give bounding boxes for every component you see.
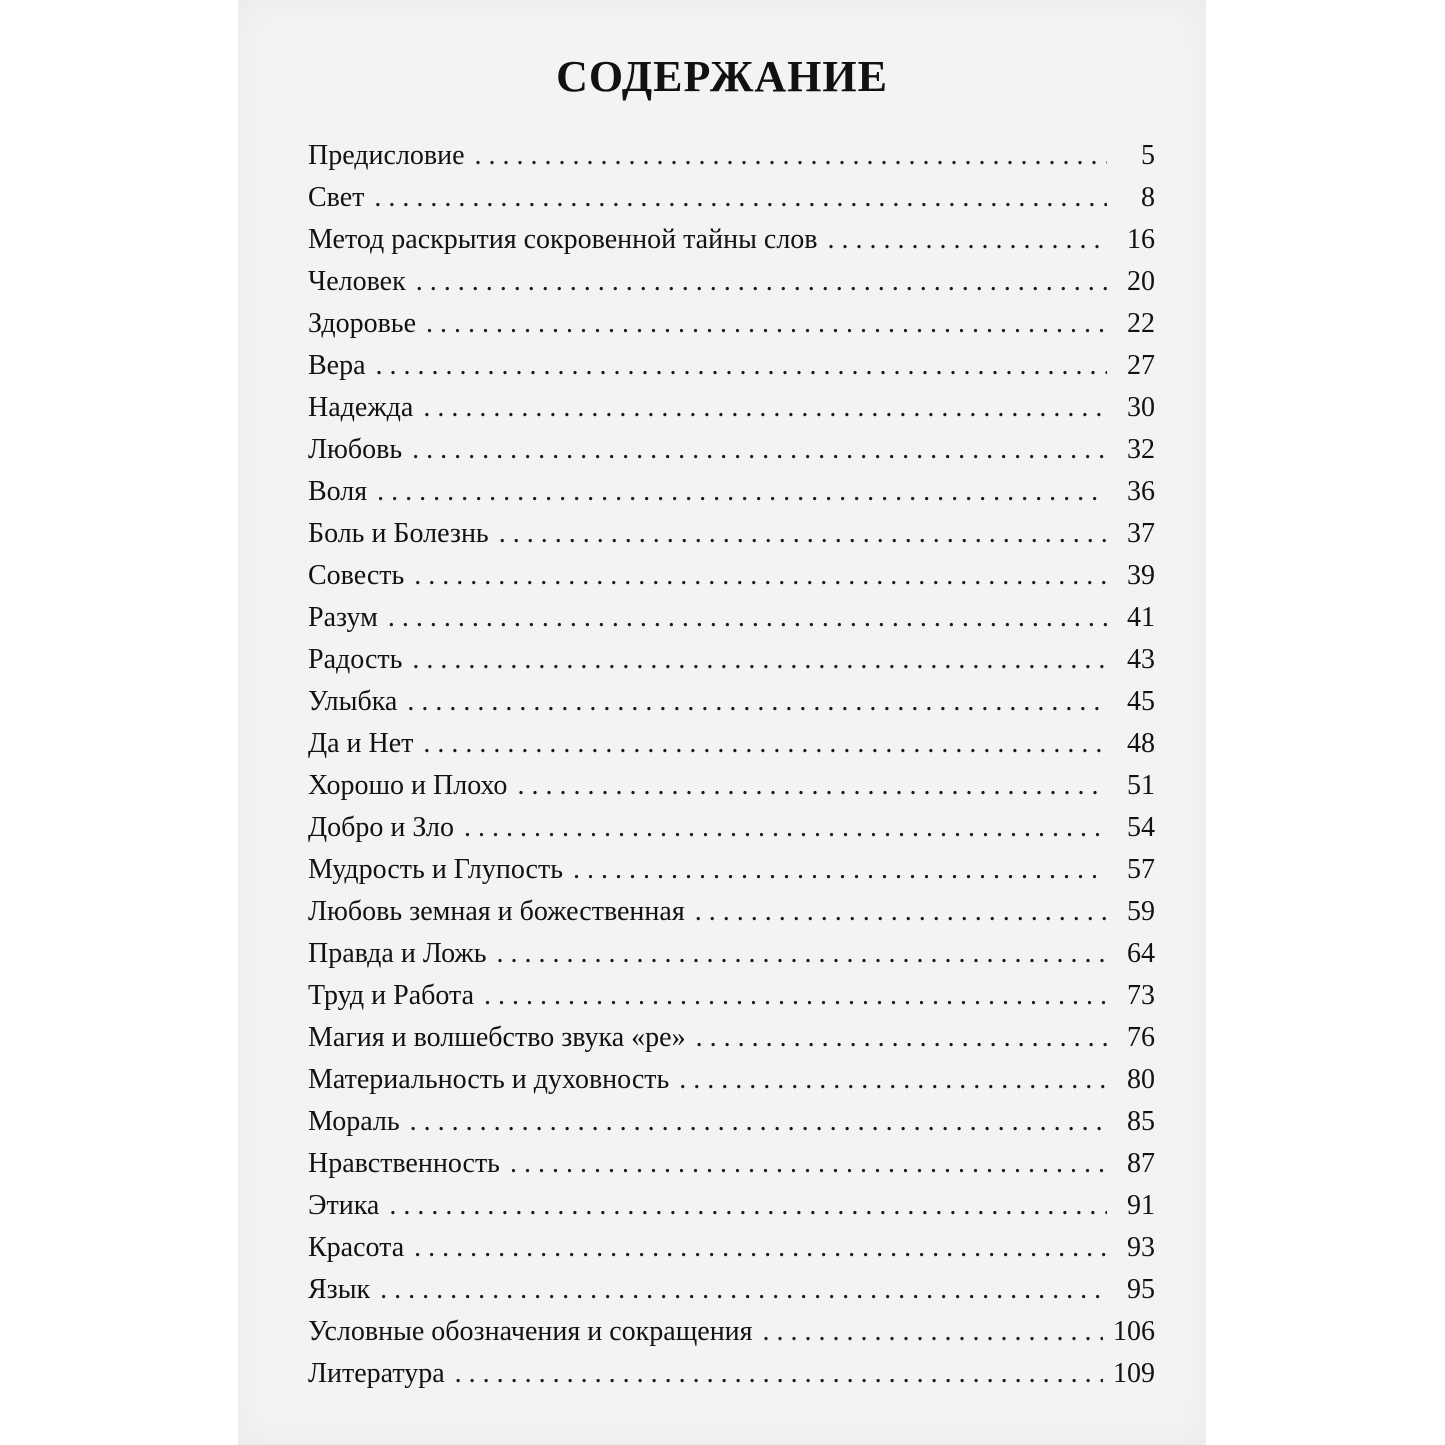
toc-entry bbox=[308, 1232, 1155, 1274]
toc-entry-title: Здоровье bbox=[308, 308, 416, 339]
toc-entry-title: Труд и Работа bbox=[308, 980, 475, 1011]
toc-entry-page: 51 bbox=[1127, 770, 1155, 801]
toc-entry-title: Правда и Ложь bbox=[308, 938, 487, 969]
toc-entry-title: Вера bbox=[308, 350, 366, 381]
toc-entry bbox=[308, 476, 1155, 518]
toc-entry-page: 76 bbox=[1127, 1022, 1155, 1053]
toc-entry-page: 36 bbox=[1127, 476, 1155, 507]
toc-entry bbox=[308, 140, 1155, 182]
dot-leader bbox=[376, 350, 1107, 382]
dot-leader bbox=[380, 1274, 1107, 1306]
dot-leader bbox=[407, 686, 1107, 718]
toc-entry bbox=[308, 1106, 1155, 1148]
toc-entry-page: 73 bbox=[1127, 980, 1155, 1011]
dot-leader bbox=[696, 1022, 1107, 1054]
toc-entry-page: 30 bbox=[1127, 392, 1155, 423]
toc-entry-page: 45 bbox=[1127, 686, 1155, 717]
toc-entry bbox=[308, 266, 1155, 308]
toc-entry bbox=[308, 854, 1155, 896]
toc-entry-title: Боль и Болезнь bbox=[308, 518, 489, 549]
toc-entry-page: 43 bbox=[1127, 644, 1155, 675]
toc-entry-title: Любовь bbox=[308, 434, 403, 465]
dot-leader bbox=[464, 812, 1107, 844]
dot-leader bbox=[377, 476, 1107, 508]
dot-leader bbox=[426, 308, 1107, 340]
toc-entry-page: 54 bbox=[1127, 812, 1155, 843]
dot-leader bbox=[410, 1106, 1107, 1138]
toc-entry-title: Да и Нет bbox=[308, 728, 414, 759]
dot-leader bbox=[475, 140, 1107, 172]
toc-entry-title: Воля bbox=[308, 476, 368, 507]
toc-entry bbox=[308, 560, 1155, 602]
toc-entry bbox=[308, 392, 1155, 434]
toc-entry-page: 80 bbox=[1127, 1064, 1155, 1095]
toc-entry-page: 109 bbox=[1113, 1358, 1155, 1389]
toc-entry-page: 5 bbox=[1141, 140, 1155, 171]
toc-entry bbox=[308, 980, 1155, 1022]
toc-entry-page: 87 bbox=[1127, 1148, 1155, 1179]
toc-entry bbox=[308, 938, 1155, 980]
dot-leader bbox=[573, 854, 1107, 886]
toc-entry bbox=[308, 1148, 1155, 1190]
toc-entry-page: 27 bbox=[1127, 350, 1155, 381]
toc-entry-title: Совесть bbox=[308, 560, 405, 591]
toc-entry bbox=[308, 350, 1155, 392]
toc-entry-title: Литература bbox=[308, 1358, 445, 1389]
toc-entry bbox=[308, 308, 1155, 350]
toc-entry bbox=[308, 1064, 1155, 1106]
page-title: СОДЕРЖАНИЕ bbox=[556, 52, 888, 102]
toc-entry bbox=[308, 602, 1155, 644]
toc-entry-title: Мудрость и Глупость bbox=[308, 854, 563, 885]
dot-leader bbox=[389, 1190, 1107, 1222]
toc-entry-title: Хорошо и Плохо bbox=[308, 770, 508, 801]
dot-leader bbox=[695, 896, 1107, 928]
toc-entry-page: 22 bbox=[1127, 308, 1155, 339]
toc-entry-title: Разум bbox=[308, 602, 378, 633]
toc-entry-title: Материальность и духовность bbox=[308, 1064, 670, 1095]
toc-entry-page: 16 bbox=[1127, 224, 1155, 255]
book-page bbox=[238, 0, 1206, 1445]
toc-entry bbox=[308, 518, 1155, 560]
toc-entry-page: 41 bbox=[1127, 602, 1155, 633]
toc-entry-title: Свет bbox=[308, 182, 365, 213]
dot-leader bbox=[679, 1064, 1107, 1096]
toc-entry-title: Человек bbox=[308, 266, 406, 297]
toc-entry-page: 8 bbox=[1141, 182, 1155, 213]
dot-leader bbox=[374, 182, 1107, 214]
toc-entry-page: 85 bbox=[1127, 1106, 1155, 1137]
dot-leader bbox=[416, 266, 1107, 298]
toc-entry-page: 93 bbox=[1127, 1232, 1155, 1263]
toc-entry-page: 59 bbox=[1127, 896, 1155, 927]
toc-entry-page: 64 bbox=[1127, 938, 1155, 969]
dot-leader bbox=[510, 1148, 1107, 1180]
dot-leader bbox=[412, 644, 1107, 676]
toc-entry-page: 57 bbox=[1127, 854, 1155, 885]
toc-entry bbox=[308, 1358, 1155, 1400]
toc-entry-page: 106 bbox=[1113, 1316, 1155, 1347]
toc-entry-title: Радость bbox=[308, 644, 403, 675]
dot-leader bbox=[497, 938, 1107, 970]
toc-entry bbox=[308, 1190, 1155, 1232]
toc-entry-page: 37 bbox=[1127, 518, 1155, 549]
toc-entry-page: 91 bbox=[1127, 1190, 1155, 1221]
toc-entry-title: Магия и волшебство звука «ре» bbox=[308, 1022, 686, 1053]
toc-entry-title: Мораль bbox=[308, 1106, 400, 1137]
toc-entry-title: Этика bbox=[308, 1190, 380, 1221]
toc-entry-page: 95 bbox=[1127, 1274, 1155, 1305]
toc-entry bbox=[308, 1022, 1155, 1064]
toc-entry bbox=[308, 434, 1155, 476]
toc-entry bbox=[308, 224, 1155, 266]
dot-leader bbox=[828, 224, 1107, 256]
toc-entry bbox=[308, 686, 1155, 728]
dot-leader bbox=[499, 518, 1107, 550]
toc-entry bbox=[308, 896, 1155, 938]
dot-leader bbox=[414, 560, 1107, 592]
toc-entry bbox=[308, 182, 1155, 224]
dot-leader bbox=[763, 1316, 1103, 1348]
toc-entry-page: 39 bbox=[1127, 560, 1155, 591]
dot-leader bbox=[484, 980, 1107, 1012]
toc-entry-title: Добро и Зло bbox=[308, 812, 454, 843]
dot-leader bbox=[414, 1232, 1107, 1264]
dot-leader bbox=[455, 1358, 1103, 1390]
dot-leader bbox=[423, 728, 1107, 760]
toc-entry-title: Любовь земная и божественная bbox=[308, 896, 685, 927]
toc-entry-title: Язык bbox=[308, 1274, 371, 1305]
toc-entry-title: Красота bbox=[308, 1232, 405, 1263]
toc-entry bbox=[308, 770, 1155, 812]
dot-leader bbox=[423, 392, 1107, 424]
toc-entry bbox=[308, 1274, 1155, 1316]
toc-entry-page: 20 bbox=[1127, 266, 1155, 297]
toc-entry-title: Метод раскрытия сокровенной тайны слов bbox=[308, 224, 818, 255]
dot-leader bbox=[412, 434, 1107, 466]
toc-entry-title: Улыбка bbox=[308, 686, 398, 717]
toc-entry-title: Условные обозначения и сокращения bbox=[308, 1316, 753, 1347]
dot-leader bbox=[388, 602, 1107, 634]
toc-entry-page: 48 bbox=[1127, 728, 1155, 759]
toc-entry-title: Надежда bbox=[308, 392, 414, 423]
table-of-contents bbox=[308, 140, 1155, 1400]
toc-entry bbox=[308, 1316, 1155, 1358]
dot-leader bbox=[517, 770, 1107, 802]
toc-entry-title: Нравственность bbox=[308, 1148, 500, 1179]
toc-entry-title: Предисловие bbox=[308, 140, 465, 171]
toc-entry bbox=[308, 812, 1155, 854]
toc-entry bbox=[308, 644, 1155, 686]
toc-entry bbox=[308, 728, 1155, 770]
toc-entry-page: 32 bbox=[1127, 434, 1155, 465]
